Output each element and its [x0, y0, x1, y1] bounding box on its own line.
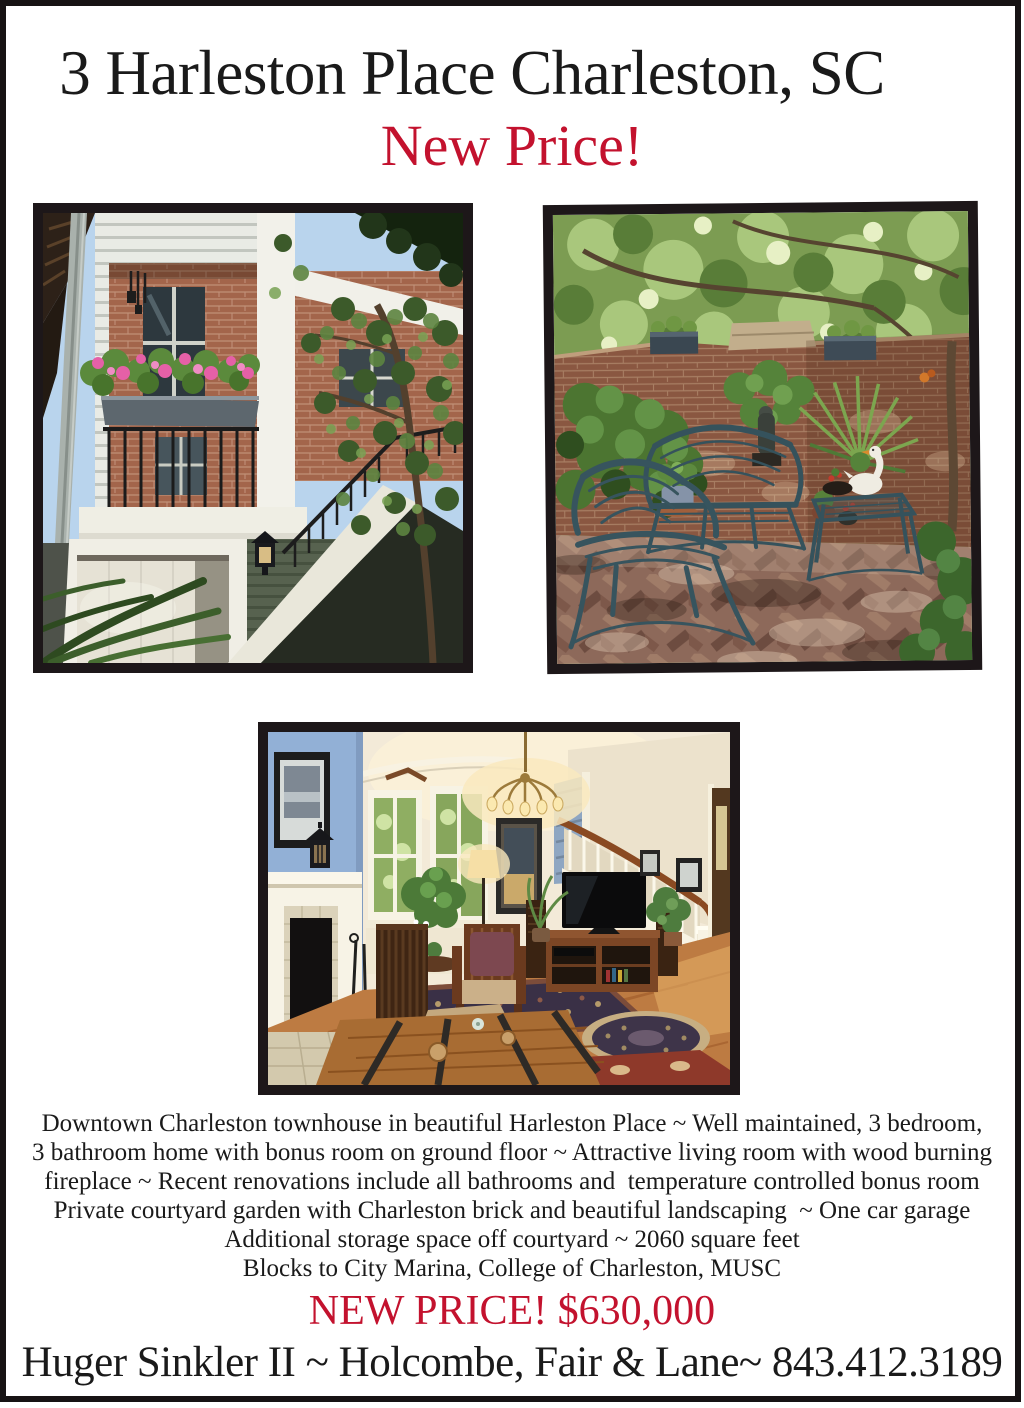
courtyard-photo-illustration: [553, 211, 972, 664]
television: [562, 872, 646, 934]
agent-contact-line: Huger Sinkler II ~ Holcombe, Fair & Lane~ 843.412.3189: [21, 1339, 1003, 1386]
description-line: fireplace ~ Recent renovations include all bathrooms and temperature controlled bonus room: [44, 1168, 980, 1195]
tree-trunk: [950, 341, 954, 531]
description-line: Additional storage space off courtyard ~ 2060 square feet: [224, 1226, 800, 1253]
living-room-photo: [258, 722, 740, 1095]
description-line: Blocks to City Marina, College of Charleston, MUSC: [242, 1255, 782, 1282]
description-line: Private courtyard garden with Charleston brick and beautiful landscaping ~ One car garage: [53, 1197, 971, 1224]
living-room-photo-illustration: [268, 732, 730, 1085]
coffee-table: [316, 1010, 604, 1085]
courtyard-photo: [543, 201, 982, 674]
description-line: 3 bathroom home with bonus room on ground floor ~ Attractive living room with wood burning: [32, 1139, 992, 1166]
new-price-amount: NEW PRICE! $630,000: [308, 1288, 716, 1334]
porch-beam: [79, 507, 307, 541]
property-description: [0, 1109, 1024, 1283]
exterior-photo: [33, 203, 473, 673]
page-title: 3 Harleston Place Charleston, SC: [59, 38, 885, 108]
tv-console: [544, 930, 660, 992]
new-price-subtitle: New Price!: [380, 113, 644, 178]
exterior-photo-illustration: [43, 213, 463, 663]
description-line: Downtown Charleston townhouse in beautiful Harleston Place ~ Well maintained, 3 bedroom,: [41, 1110, 983, 1137]
